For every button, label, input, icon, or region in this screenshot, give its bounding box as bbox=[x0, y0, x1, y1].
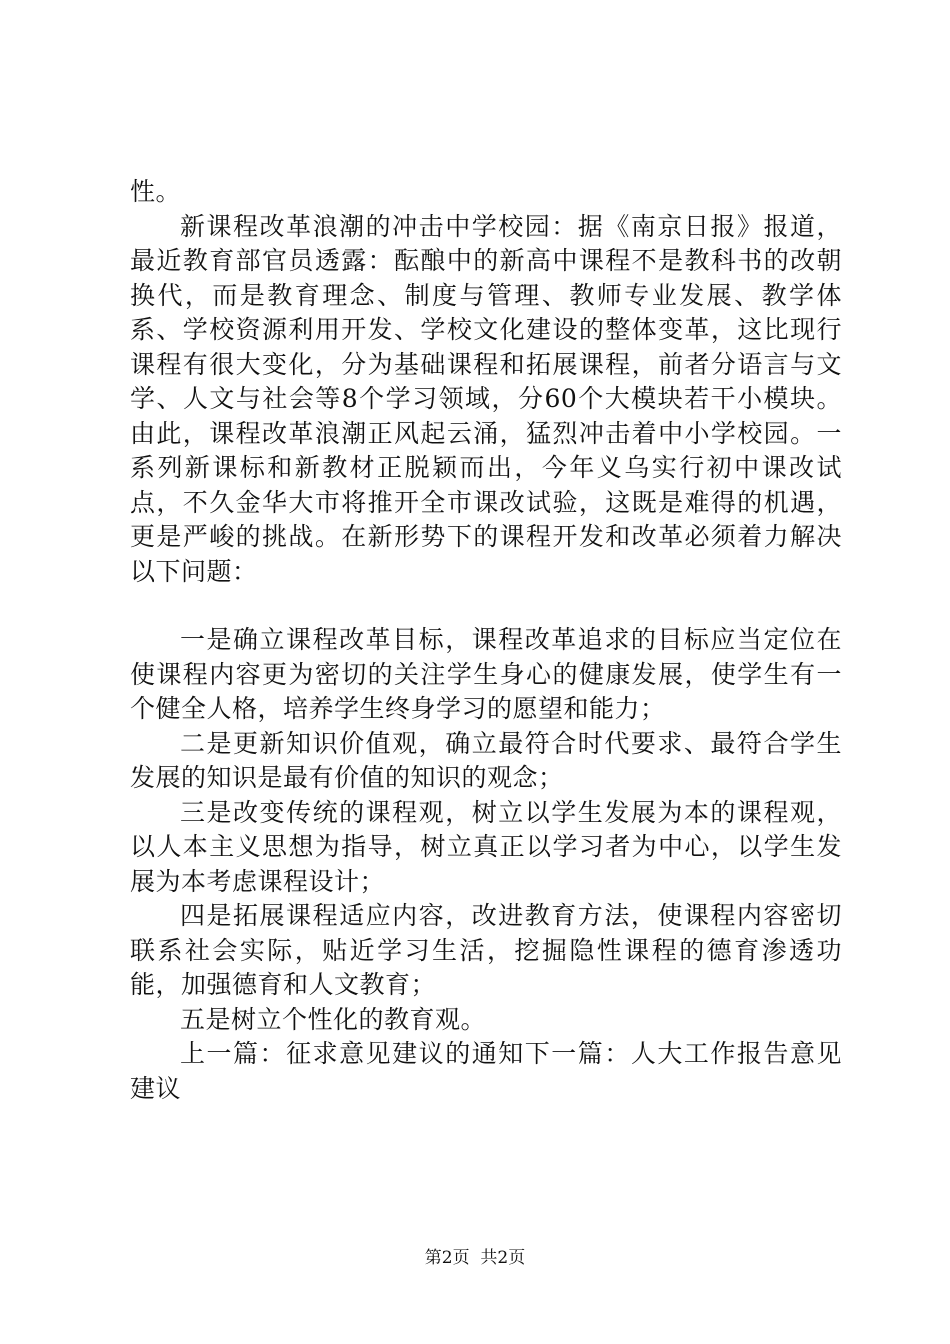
paragraph-point-two: 二是更新知识价值观，确立最符合时代要求、最符合学生发展的知识是最有价值的知识的观念； bbox=[130, 728, 842, 792]
page-footer bbox=[0, 1243, 950, 1268]
page-number: 第2页 共2页 bbox=[424, 1248, 526, 1268]
prev-next-links[interactable]: 上一篇：征求意见建议的通知下一篇：人大工作报告意见建议 bbox=[130, 1039, 842, 1103]
paragraph-continuation: 性。 bbox=[130, 177, 182, 206]
paragraph-reform-intro: 新课程改革浪潮的冲击中学校园：据《南京日报》报道，最近教育部官员透露：酝酿中的新高中课程不是教科书的改朝换代，而是教育理念、制度与管理、教师专业发展、教学体系、学校资源利用开发、学校文化建设的整体变革，这比现行课程有很大变化，分为基础课程和拓展课程，前者分语言与文学、人文与社会等8个学习领域，分60个大模块若干小模块。由此，课程改革浪潮正风起云涌，猛烈冲击着中小学校园。一系列新课标和新教材正脱颖而出，今年义乌实行初中课改试点，不久金华大市将推开全市课改试验，这既是难得的机遇，更是严峻的挑战。在新形势下的课程开发和改革必须着力解决以下问题： bbox=[130, 211, 842, 586]
paragraph-point-one: 一是确立课程改革目标，课程改革追求的目标应当定位在使课程内容更为密切的关注学生身心的健康发展，使学生有一个健全人格，培养学生终身学习的愿望和能力； bbox=[130, 625, 842, 723]
paragraph-point-five: 五是树立个性化的教育观。 bbox=[180, 1004, 487, 1034]
paragraph-point-four: 四是拓展课程适应内容，改进教育方法，使课程内容密切联系社会实际，贴近学习生活，挖掘隐性课程的德育渗透功能，加强德育和人文教育； bbox=[130, 901, 842, 999]
paragraph-point-three: 三是改变传统的课程观，树立以学生发展为本的课程观，以人本主义思想为指导，树立真正以学习者为中心，以学生发展为本考虑课程设计； bbox=[130, 797, 842, 896]
document-body bbox=[130, 175, 842, 1106]
